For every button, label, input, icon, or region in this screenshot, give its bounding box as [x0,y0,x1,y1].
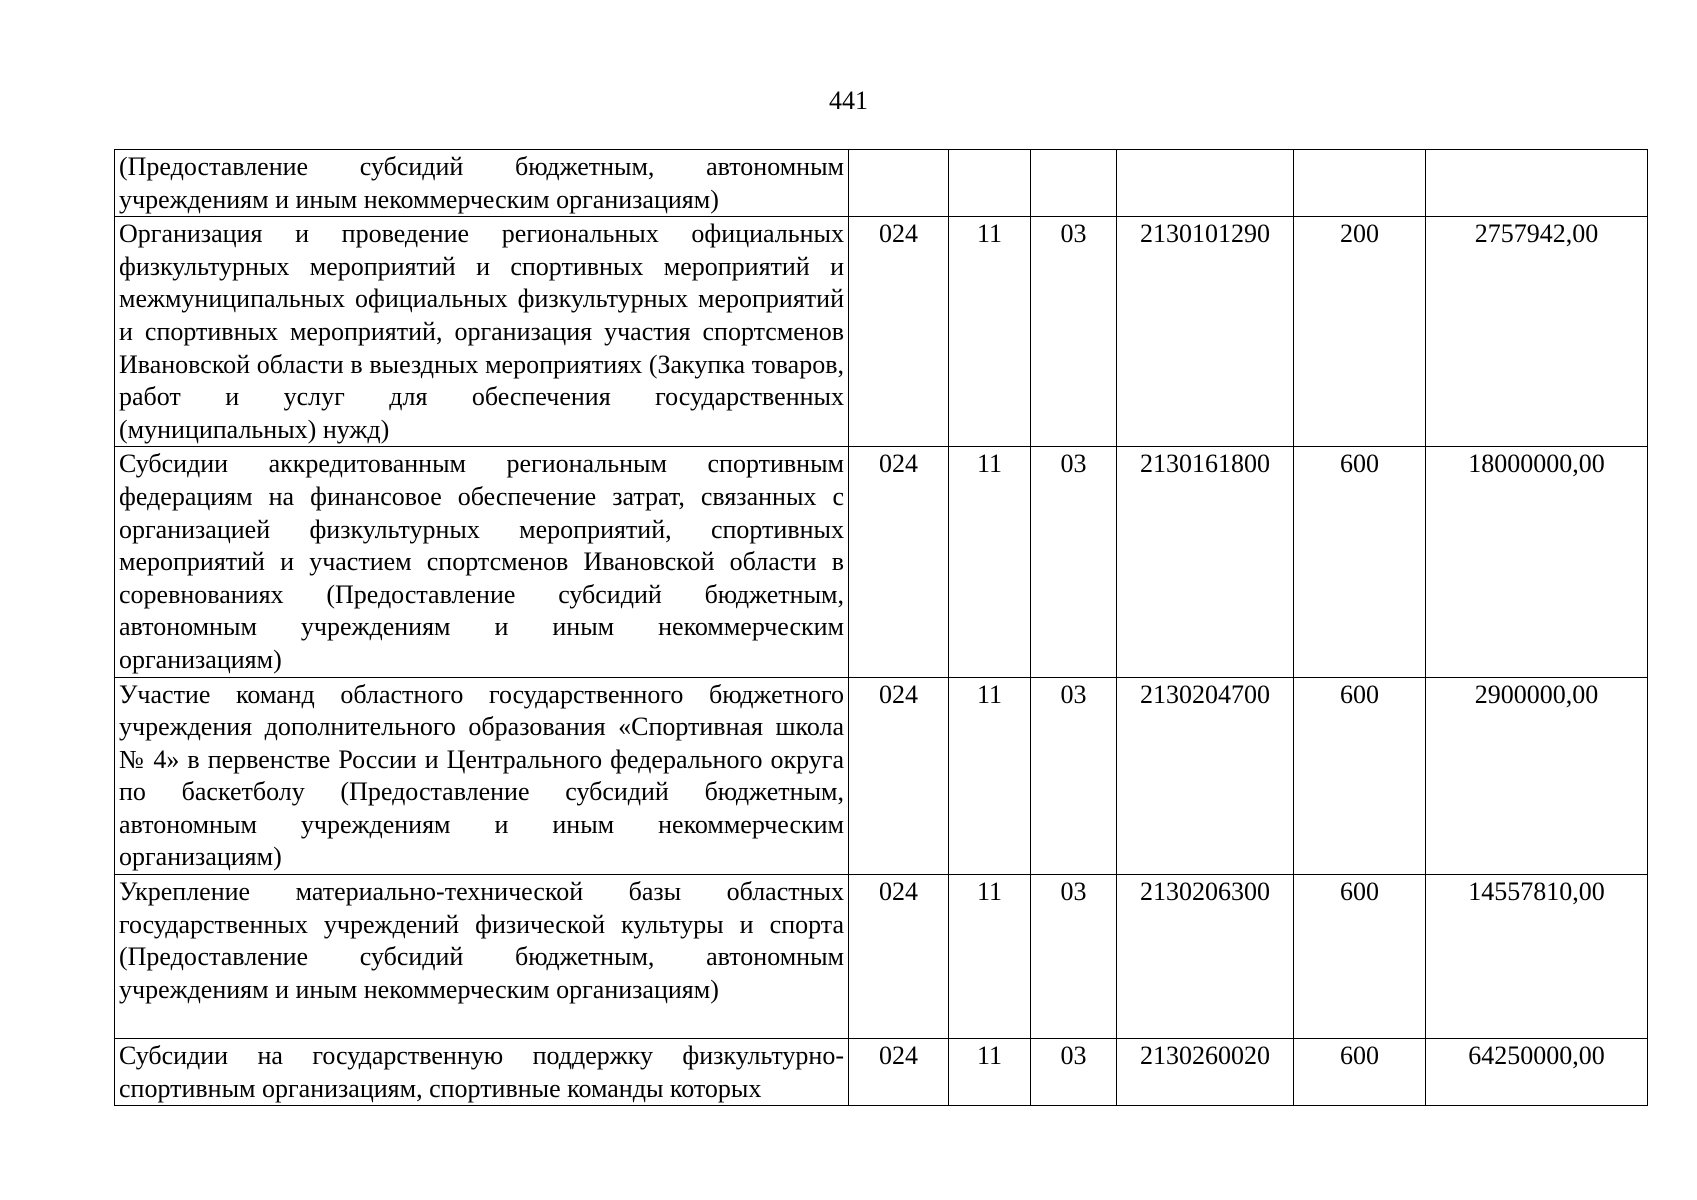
table-row [115,677,1648,875]
target-article-cell: 2130204700 [1117,677,1294,875]
amount-cell: 18000000,00 [1426,447,1648,677]
section-code-cell [949,150,1031,217]
expense-type-cell: 600 [1294,875,1426,1039]
section-code-cell: 11 [949,217,1031,447]
description-cell: Субсидии аккредитованным региональным спортивным федерациям на финансовое обеспечение затрат, связанных с организацией физкультурных мероприятий, спортивных мероприятий и участием спортсменов Ивановской области в соревнованиях (Предоставление субсидий бюджетным, автономным учреждениям и иным некоммерческим организациям) [115,447,849,677]
target-article-cell: 2130101290 [1117,217,1294,447]
table-row [115,1039,1648,1106]
ministry-code-cell [849,150,949,217]
section-code-cell: 11 [949,875,1031,1039]
subsection-code-cell: 03 [1031,875,1117,1039]
description-cell: Укрепление материально-технической базы областных государственных учреждений физической культуры и спорта (Предоставление субсидий бюджетным, автономным учреждениям и иным некоммерческим организациям) [115,875,849,1039]
expense-type-cell: 600 [1294,1039,1426,1106]
description-cell: Организация и проведение региональных официальных физкультурных мероприятий и спортивных мероприятий и межмуниципальных официальных физкультурных мероприятий и спортивных мероприятий, организация участия спортсменов Ивановской области в выездных мероприятиях (Закупка товаров, работ и услуг для обеспечения государственных (муниципальных) нужд) [115,217,849,447]
subsection-code-cell: 03 [1031,217,1117,447]
ministry-code-cell: 024 [849,217,949,447]
amount-cell [1426,150,1648,217]
amount-cell: 2900000,00 [1426,677,1648,875]
table-body [115,150,1648,1106]
table-row [115,150,1648,217]
ministry-code-cell: 024 [849,875,949,1039]
amount-cell: 14557810,00 [1426,875,1648,1039]
table-row [115,447,1648,677]
subsection-code-cell: 03 [1031,1039,1117,1106]
section-code-cell: 11 [949,447,1031,677]
amount-cell: 64250000,00 [1426,1039,1648,1106]
description-cell: Участие команд областного государственного бюджетного учреждения дополнительного образования «Спортивная школа № 4» в первенстве России и Центрального федерального округа по баскетболу (Предоставление субсидий бюджетным, автономным учреждениям и иным некоммерческим организациям) [115,677,849,875]
table-row [115,217,1648,447]
target-article-cell: 2130260020 [1117,1039,1294,1106]
amount-cell: 2757942,00 [1426,217,1648,447]
description-cell: Субсидии на государственную поддержку физкультурно-спортивным организациям, спортивные команды которых [115,1039,849,1106]
ministry-code-cell: 024 [849,447,949,677]
section-code-cell: 11 [949,1039,1031,1106]
ministry-code-cell: 024 [849,677,949,875]
budget-table [114,149,1648,1106]
page-number: 441 [829,86,868,115]
table-row [115,875,1648,1039]
expense-type-cell [1294,150,1426,217]
target-article-cell [1117,150,1294,217]
ministry-code-cell: 024 [849,1039,949,1106]
subsection-code-cell [1031,150,1117,217]
section-code-cell: 11 [949,677,1031,875]
description-cell: (Предоставление субсидий бюджетным, автономным учреждениям и иным некоммерческим организациям) [115,150,849,217]
expense-type-cell: 600 [1294,447,1426,677]
expense-type-cell: 200 [1294,217,1426,447]
subsection-code-cell: 03 [1031,447,1117,677]
expense-type-cell: 600 [1294,677,1426,875]
subsection-code-cell: 03 [1031,677,1117,875]
target-article-cell: 2130161800 [1117,447,1294,677]
target-article-cell: 2130206300 [1117,875,1294,1039]
